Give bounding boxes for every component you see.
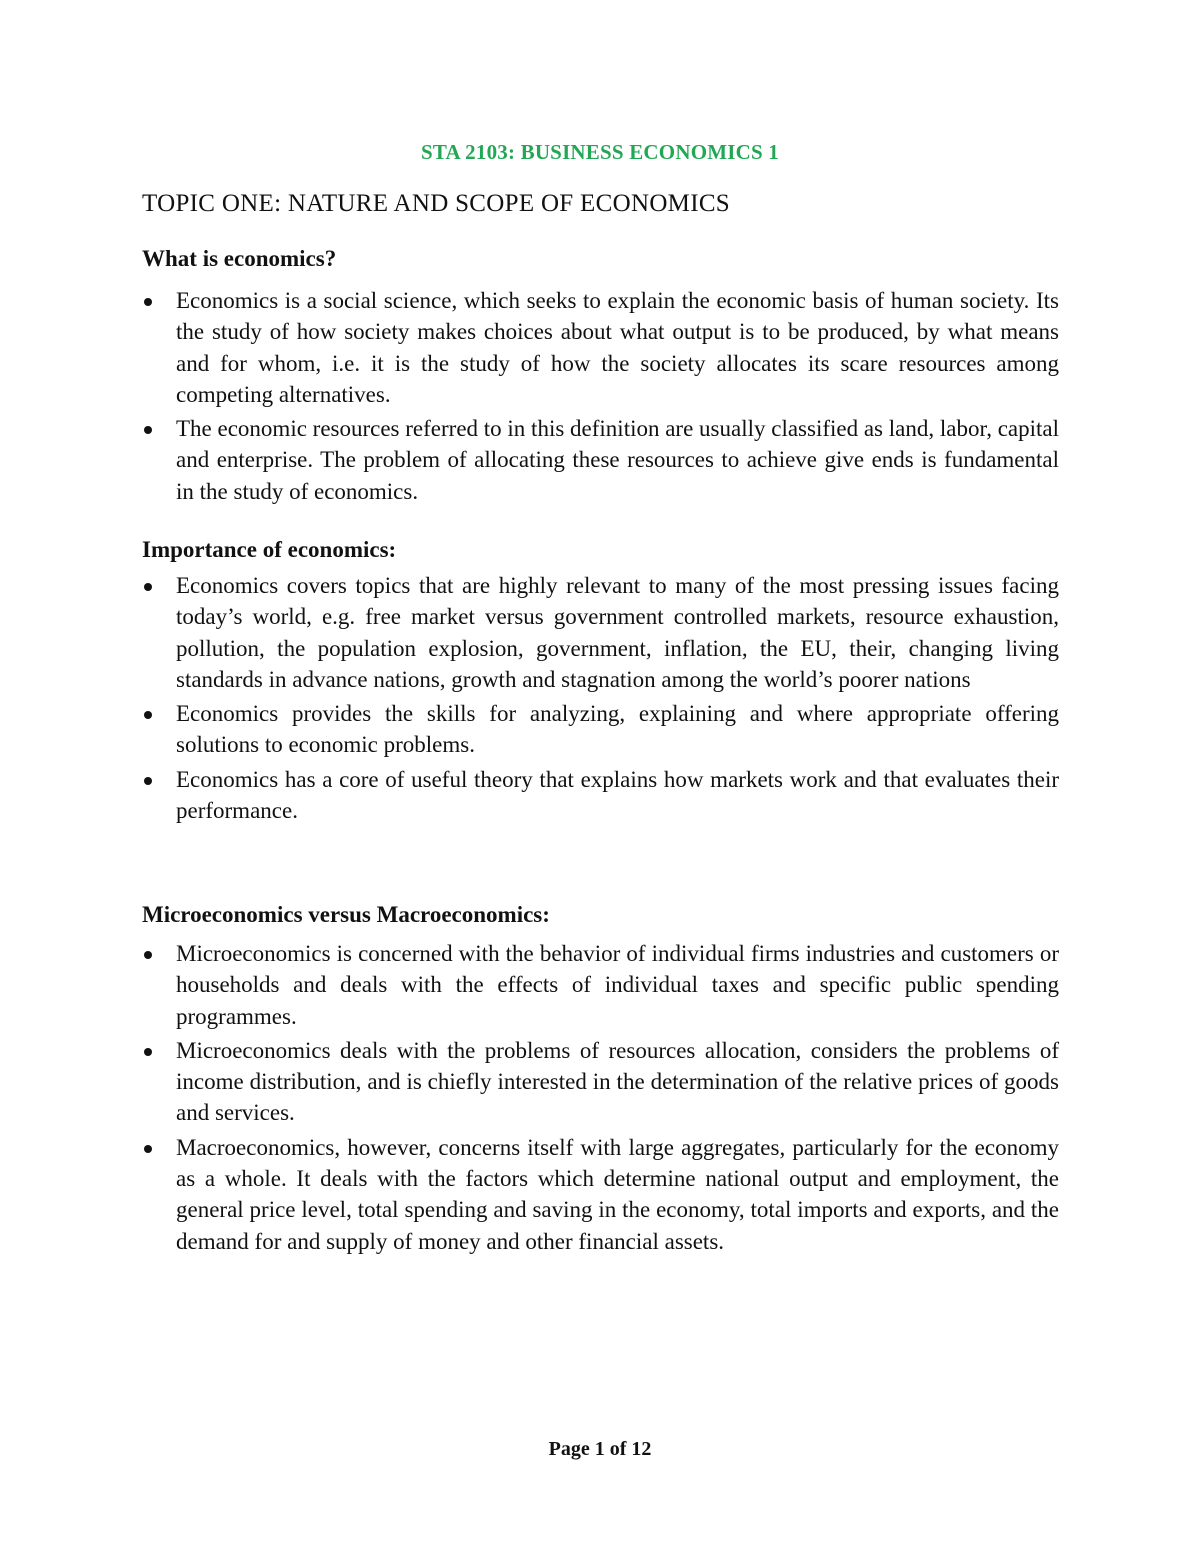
list-item [142,938,1059,1032]
bullet-icon [144,298,152,306]
page-number: Page 1 of 12 [548,1438,652,1460]
list-item [142,764,1059,827]
list-item [142,1132,1059,1257]
list-item [142,413,1059,507]
section-heading-micro-vs-macro: Microeconomics versus Macroeconomics: [142,902,550,927]
list-item-text: Macroeconomics, however, concerns itself with large aggregates, particularly for the economy as a whole. It deals with the factors which determine national output and employment, the general price level, total spending and saving in the economy, total imports and exports, and the demand for and supply of money and other financial assets. [176,1134,1059,1254]
list-item-text: Economics provides the skills for analyzing, explaining and where appropriate offering solutions to economic problems. [176,701,1059,758]
topic-title: TOPIC ONE: NATURE AND SCOPE OF ECONOMICS [142,190,731,217]
list-item-text: Microeconomics deals with the problems of resources allocation, considers the problems of income distribution, and is chiefly interested in the determination of the relative prices of goods and services. [176,1037,1059,1126]
bullet-list-importance-of-economics [142,570,1059,829]
bullet-icon [144,711,152,719]
list-item [142,285,1059,410]
list-item [142,570,1059,695]
bullet-icon [144,1048,152,1056]
bullet-icon [144,951,152,959]
bullet-icon [144,426,152,434]
bullet-icon [144,583,152,591]
course-title: STA 2103: BUSINESS ECONOMICS 1 [420,140,780,164]
list-item-text: Economics covers topics that are highly relevant to many of the most pressing issues facing today’s world, e.g. free market versus government controlled markets, resource exhaustion, pollution, the population explosion, government, inflation, the EU, their, changing living standards in advance nations, growth and stagnation among the world’s poorer nations [176,573,1059,692]
section-heading-importance-of-economics: Importance of economics: [142,537,397,562]
bullet-list-micro-vs-macro [142,938,1059,1260]
section-heading-what-is-economics: What is economics? [142,246,337,271]
list-item-text: Economics has a core of useful theory that explains how markets work and that evaluates their performance. [176,766,1059,824]
bullet-icon [144,1145,152,1153]
list-item-text: The economic resources referred to in this definition are usually classified as land, labor, capital and enterprise. The problem of allocating these resources to achieve give ends is fundamental in the study of economics. [176,416,1059,504]
list-item-text: Economics is a social science, which seeks to explain the economic basis of human society. Its the study of how society makes choices about what output is to be produced, by what means and for whom, i.e. it is the study of how the society allocates its scare resources among competing alternatives. [176,288,1059,407]
list-item [142,1035,1059,1129]
list-item-text: Microeconomics is concerned with the behavior of individual firms industries and customers or households and deals with the effects of individual taxes and specific public spending programmes. [176,941,1059,1029]
bullet-icon [144,777,152,785]
list-item [142,698,1059,761]
bullet-list-what-is-economics [142,285,1059,510]
